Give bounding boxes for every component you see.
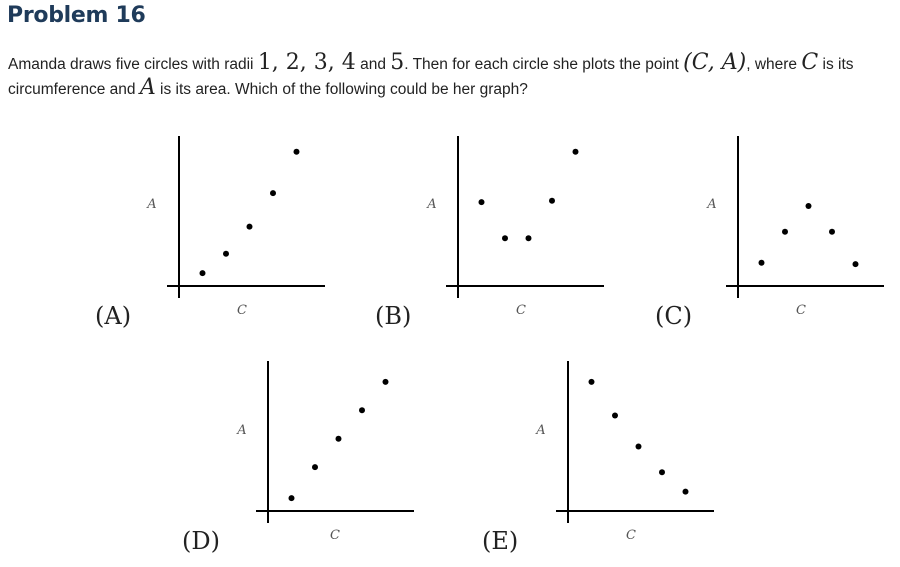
graph-b-point bbox=[479, 199, 485, 205]
graph-c-choice-label: (C) bbox=[655, 302, 693, 330]
graph-a-point bbox=[294, 149, 300, 155]
graph-c-point bbox=[853, 261, 859, 267]
problem-text: is its area. Which of the following could be her graph? bbox=[155, 81, 528, 98]
graph-b-point bbox=[549, 198, 555, 204]
math-var-c: C bbox=[801, 50, 819, 75]
graph-d-point bbox=[336, 436, 342, 442]
problem-text: Amanda draws five circles with radii bbox=[8, 56, 258, 73]
graph-a-point bbox=[223, 251, 229, 257]
graph-e-point bbox=[612, 413, 618, 419]
graph-d-point bbox=[289, 495, 295, 501]
graph-e-point bbox=[636, 444, 642, 450]
problem-text: . Then for each circle she plots the point bbox=[404, 56, 684, 73]
graph-b-x-axis-label: C bbox=[516, 303, 526, 318]
graph-c-point bbox=[782, 229, 788, 235]
graph-b-point bbox=[526, 235, 532, 241]
graph-a-point bbox=[200, 270, 206, 276]
graph-e-y-axis-label: A bbox=[536, 423, 546, 438]
graph-e-point bbox=[589, 379, 595, 385]
math-radius-last: 5 bbox=[390, 50, 405, 75]
graph-a-point bbox=[247, 224, 253, 230]
math-radii: 1, 2, 3, 4 bbox=[257, 50, 356, 75]
problem-text: , where bbox=[746, 56, 802, 73]
problem-title: Problem 16 bbox=[7, 3, 146, 28]
graph-b-choice-label: (B) bbox=[375, 302, 412, 330]
graph-c-point bbox=[806, 203, 812, 209]
graph-e-x-axis-label: C bbox=[626, 528, 636, 543]
graph-a-point bbox=[270, 190, 276, 196]
graph-c-point bbox=[829, 229, 835, 235]
graph-d-choice-label: (D) bbox=[182, 527, 220, 555]
graph-b-point bbox=[573, 149, 579, 155]
graph-c-x-axis-label: C bbox=[796, 303, 806, 318]
graph-e-point bbox=[659, 469, 665, 475]
graph-a-x-axis-label: C bbox=[237, 303, 247, 318]
graph-e-choice-label: (E) bbox=[482, 527, 519, 555]
graph-d-x-axis-label: C bbox=[330, 528, 340, 543]
math-var-a: A bbox=[139, 75, 156, 100]
graph-a-choice-label: (A) bbox=[95, 302, 132, 330]
graph-d-point bbox=[383, 379, 389, 385]
graph-a-y-axis-label: A bbox=[147, 197, 157, 212]
problem-text: and bbox=[355, 56, 391, 73]
graph-b-y-axis-label: A bbox=[427, 197, 437, 212]
graph-d-point bbox=[359, 407, 365, 413]
graph-c-y-axis-label: A bbox=[707, 197, 717, 212]
problem-text: is its circumference and bbox=[8, 56, 854, 98]
math-point: (C, A) bbox=[683, 50, 747, 75]
graph-d-y-axis-label: A bbox=[237, 423, 247, 438]
graph-c-point bbox=[759, 260, 765, 266]
graph-e-point bbox=[683, 489, 689, 495]
graph-b-point bbox=[502, 235, 508, 241]
graph-d-point bbox=[312, 464, 318, 470]
